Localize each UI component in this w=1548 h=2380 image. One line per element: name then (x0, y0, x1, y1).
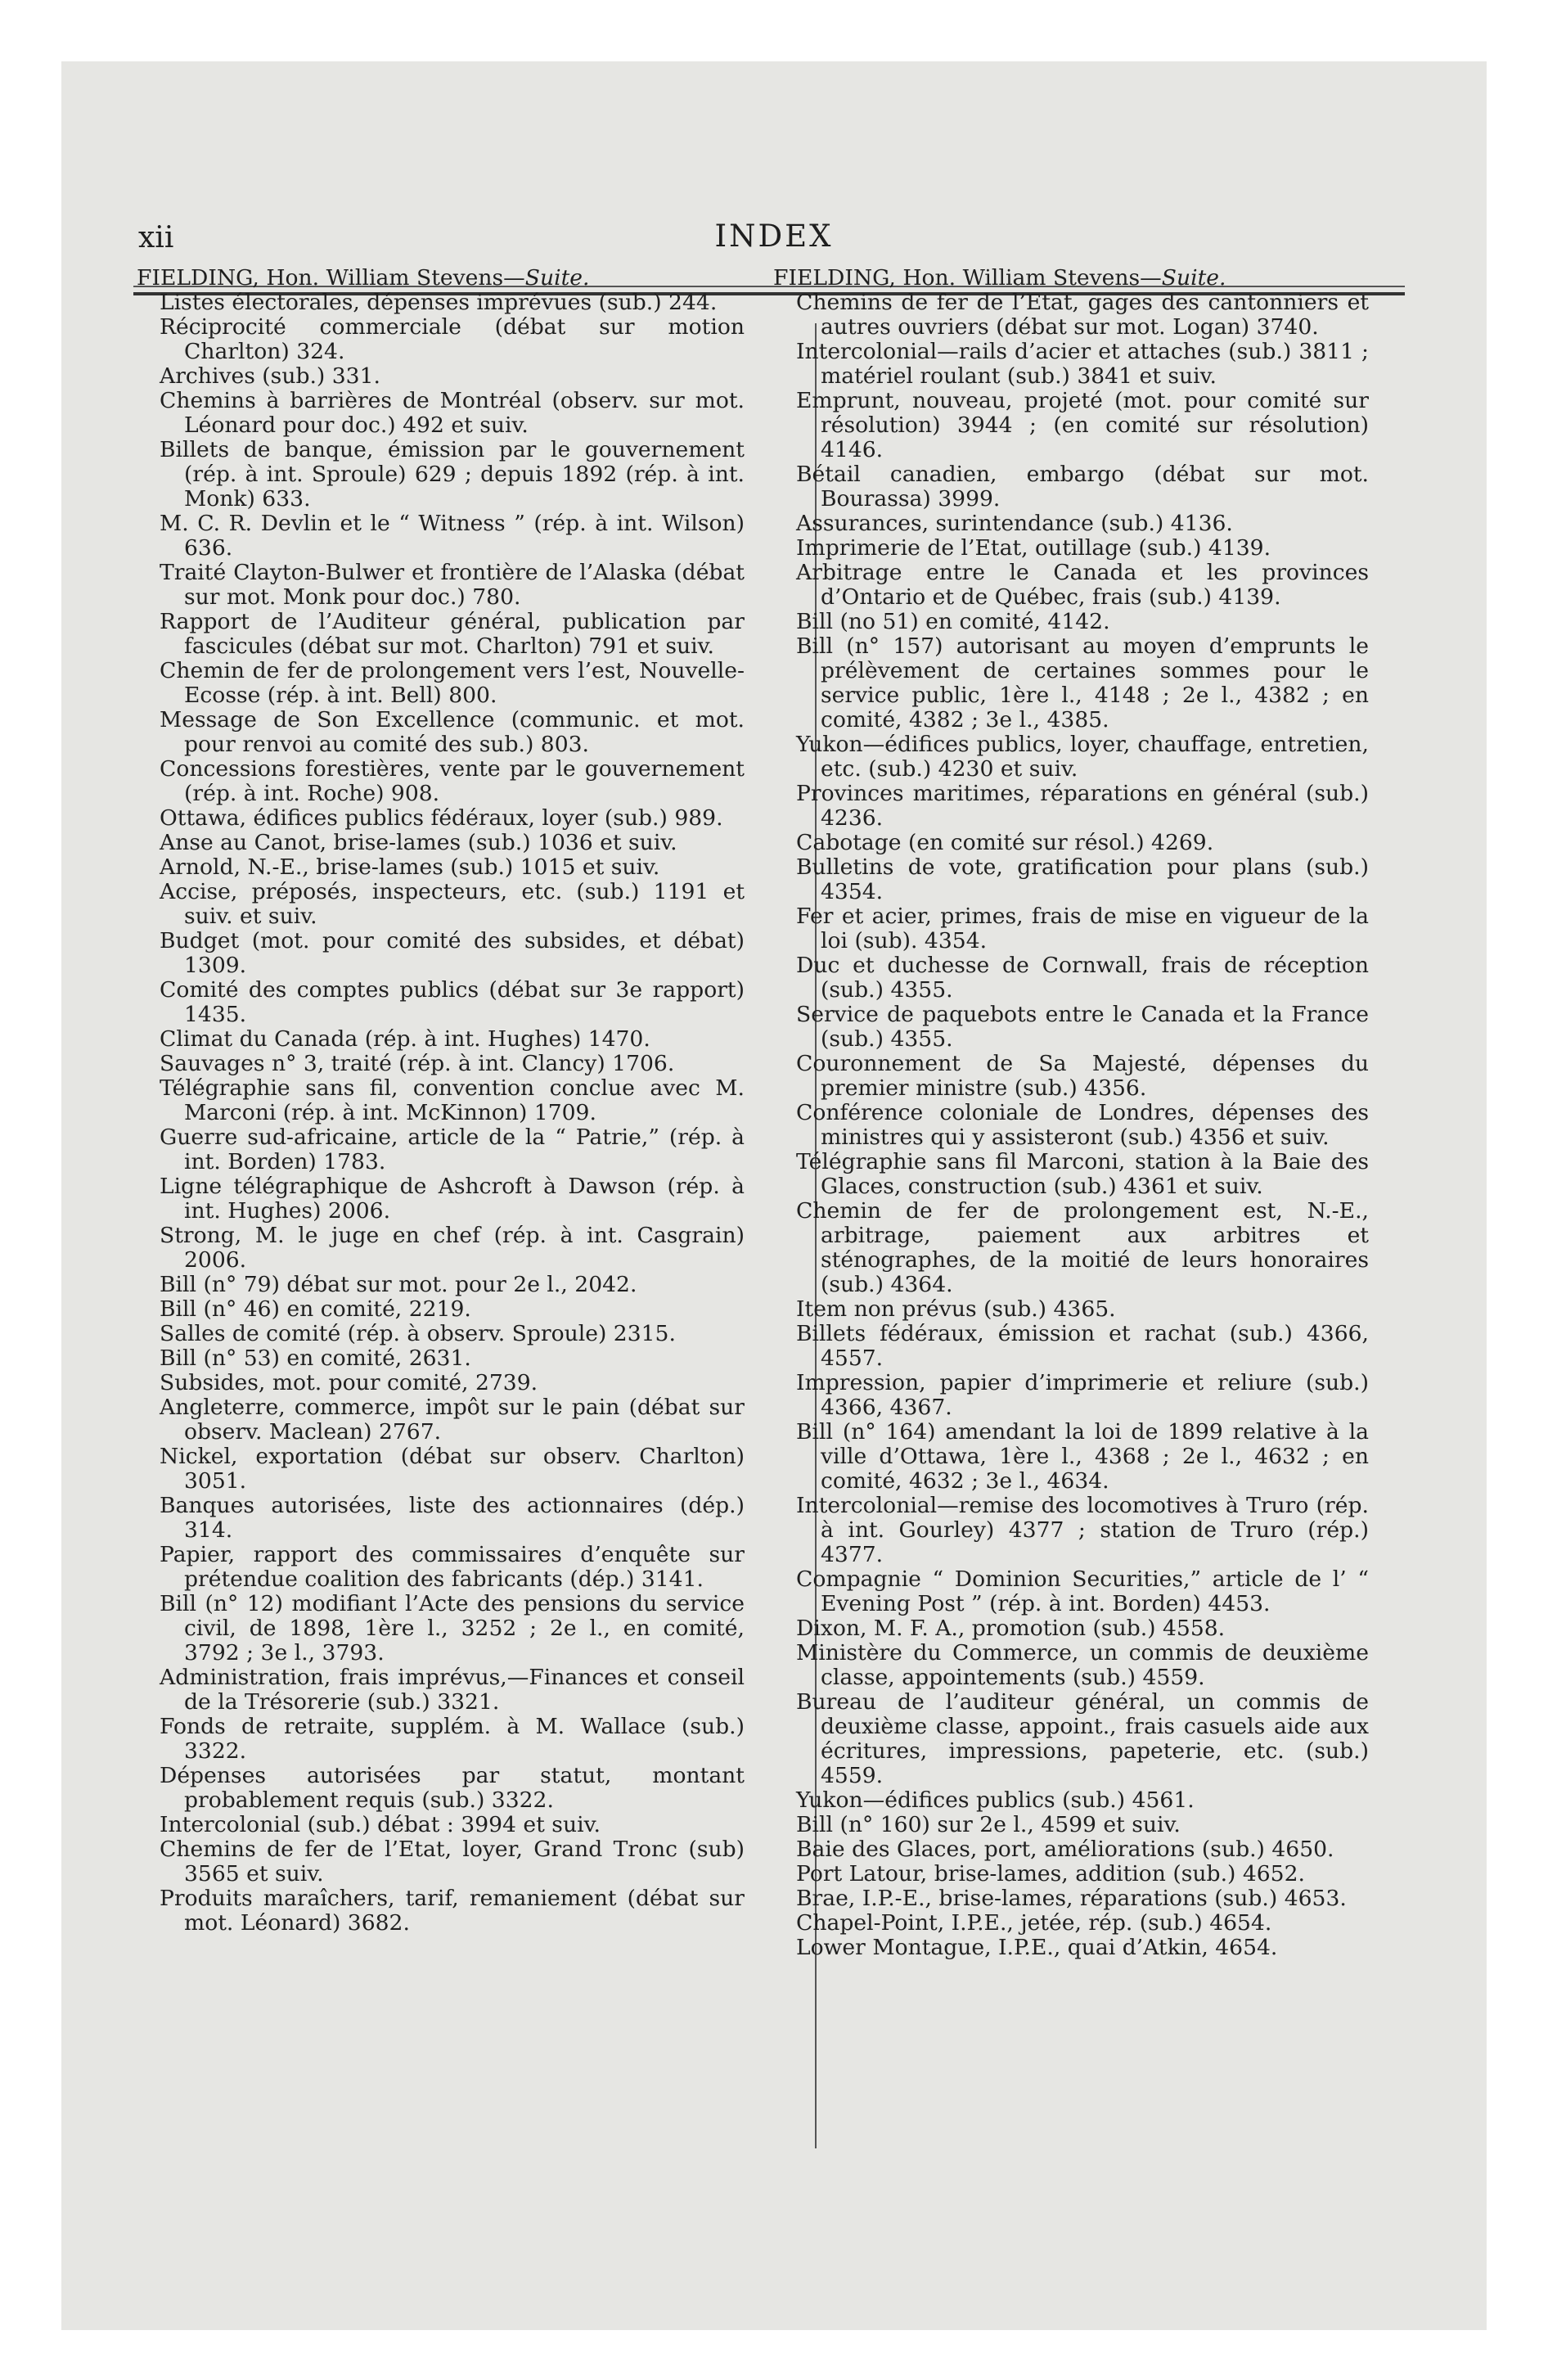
heading-name: FIELDING, Hon. William Stevens— (137, 265, 525, 291)
index-entry: Cabotage (en comité sur résol.) 4269. (796, 830, 1214, 855)
heading-suite: Suite. (1161, 265, 1226, 291)
index-entry: Accise, préposés, inspecteurs, etc. (sub.) 1191 et suiv. et suiv. (160, 879, 745, 929)
index-entry: Impression, papier d’imprimerie et reliure (sub.) 4366, 4367. (796, 1370, 1369, 1420)
index-entry: Comité des comptes publics (débat sur 3e rapport) 1435. (160, 977, 745, 1027)
index-entry: Guerre sud-africaine, article de la “ Patrie,” (rép. à int. Borden) 1783. (160, 1125, 745, 1174)
index-entry: Bureau de l’auditeur général, un commis de deuxième classe, appoint., frais casuels aide aux écritures, impressions, papeterie, etc. (sub.) 4559. (796, 1689, 1369, 1788)
column-heading (772, 266, 1369, 291)
index-entry: Traité Clayton-Bulwer et frontière de l’Alaska (débat sur mot. Monk pour doc.) 780. (160, 560, 745, 610)
index-entry: Provinces maritimes, réparations en général (sub.) 4236. (796, 781, 1369, 831)
page-title: INDEX (714, 219, 834, 254)
index-entry: Bill (n° 160) sur 2e l., 4599 et suiv. (796, 1812, 1181, 1837)
index-entry: Fonds de retraite, supplém. à M. Wallace (sub.) 3322. (160, 1714, 745, 1764)
index-entry: Compagnie “ Dominion Securities,” article de l’ “ Evening Post ” (rép. à int. Borden) 4453. (796, 1566, 1369, 1616)
index-entry: Ottawa, édifices publics fédéraux, loyer (sub.) 989. (160, 805, 723, 831)
index-entry: Anse au Canot, brise-lames (sub.) 1036 et suiv. (160, 830, 677, 855)
index-entry: Subsides, mot. pour comité, 2739. (160, 1370, 538, 1395)
index-entry: Bill (n° 46) en comité, 2219. (160, 1296, 471, 1322)
index-column-right (772, 266, 1369, 1960)
index-entry: Dépenses autorisées par statut, montant probablement requis (sub.) 3322. (160, 1763, 745, 1813)
column-heading (135, 266, 745, 291)
index-entry: Billets fédéraux, émission et rachat (sub.) 4366, 4557. (796, 1321, 1369, 1371)
index-entry: Yukon—édifices publics (sub.) 4561. (796, 1787, 1195, 1813)
index-entry: Baie des Glaces, port, améliorations (sub.) 4650. (796, 1837, 1334, 1862)
index-entry: Arnold, N.-E., brise-lames (sub.) 1015 et suiv. (160, 854, 660, 880)
heading-suite: Suite. (524, 265, 590, 291)
index-entry: Arbitrage entre le Canada et les provinces d’Ontario et de Québec, frais (sub.) 4139. (796, 560, 1369, 610)
index-entry: Fer et acier, primes, frais de mise en vigueur de la loi (sub). 4354. (796, 904, 1369, 953)
index-entry: Télégraphie sans fil, convention conclue avec M. Marconi (rép. à int. McKinnon) 1709. (160, 1075, 745, 1125)
index-entry: Ligne télégraphique de Ashcroft à Dawson (rép. à int. Hughes) 2006. (160, 1174, 745, 1224)
index-entry: Bill (n° 53) en comité, 2631. (160, 1346, 471, 1371)
index-entry: Archives (sub.) 331. (160, 363, 380, 389)
index-entry: Emprunt, nouveau, projeté (mot. pour comité sur résolution) 3944 ; (en comité sur résolution) 4146. (796, 388, 1369, 462)
index-column-left (135, 266, 745, 1936)
index-entry: Rapport de l’Auditeur général, publication par fascicules (débat sur mot. Charlton) 791 et suiv. (160, 609, 745, 659)
index-entry: Administration, frais imprévus,—Finances et conseil de la Trésorerie (sub.) 3321. (160, 1665, 745, 1715)
index-entry: Climat du Canada (rép. à int. Hughes) 1470. (160, 1026, 650, 1052)
index-entry: Bill (n° 12) modifiant l’Acte des pensions du service civil, de 1898, 1ère l., 3252 ; 2e l., en comité, 3792 ; 3e l., 3793. (160, 1591, 745, 1666)
index-entry: Bill (n° 164) amendant la loi de 1899 relative à la ville d’Ottawa, 1ère l., 4368 ; 2e l., 4632 ; en comité, 4632 ; 3e l., 4634. (796, 1419, 1369, 1494)
index-entry: Chemins à barrières de Montréal (observ. sur mot. Léonard pour doc.) 492 et suiv. (160, 388, 745, 438)
index-entry: Intercolonial—remise des locomotives à Truro (rép. à int. Gourley) 4377 ; station de Truro (rép.) 4377. (796, 1493, 1369, 1567)
index-entry: Dixon, M. F. A., promotion (sub.) 4558. (796, 1616, 1226, 1641)
index-entry: Item non prévus (sub.) 4365. (796, 1296, 1116, 1322)
index-entry: Chemin de fer de prolongement est, N.-E., arbitrage, paiement aux arbitres et sténographes, de la moitié de leurs honoraires (sub.) 4364. (796, 1198, 1369, 1297)
index-entry: Duc et duchesse de Cornwall, frais de réception (sub.) 4355. (796, 953, 1369, 1003)
index-entry: Couronnement de Sa Majesté, dépenses du premier ministre (sub.) 4356. (796, 1051, 1369, 1101)
index-entry: Bulletins de vote, gratification pour plans (sub.) 4354. (796, 854, 1369, 904)
index-entry: Télégraphie sans fil Marconi, station à la Baie des Glaces, construction (sub.) 4361 et suiv. (796, 1149, 1369, 1199)
index-entry: M. C. R. Devlin et le “ Witness ” (rép. à int. Wilson) 636. (160, 511, 745, 561)
index-entry: Assurances, surintendance (sub.) 4136. (796, 511, 1233, 536)
index-entry: Message de Son Excellence (communic. et mot. pour renvoi au comité des sub.) 803. (160, 707, 745, 757)
index-entry: Chemins de fer de l’Etat, gages des cantonniers et autres ouvriers (débat sur mot. Logan) 3740. (796, 290, 1369, 340)
index-entry: Service de paquebots entre le Canada et la France (sub.) 4355. (796, 1002, 1369, 1052)
index-entry: Papier, rapport des commissaires d’enquête sur prétendue coalition des fabricants (dép.) 3141. (160, 1542, 745, 1592)
index-entry: Imprimerie de l’Etat, outillage (sub.) 4139. (796, 535, 1271, 561)
index-entry: Intercolonial—rails d’acier et attaches (sub.) 3811 ; matériel roulant (sub.) 3841 et suiv. (796, 339, 1369, 389)
index-entry: Strong, M. le juge en chef (rép. à int. Casgrain) 2006. (160, 1223, 745, 1273)
index-entry: Réciprocité commerciale (débat sur motion Charlton) 324. (160, 314, 745, 364)
index-entry: Billets de banque, émission par le gouvernement (rép. à int. Sproule) 629 ; depuis 1892 (rép. à int. Monk) 633. (160, 437, 745, 512)
index-entry: Bill (n° 157) autorisant au moyen d’emprunts le prélèvement de certaines sommes pour le service public, 1ère l., 4148 ; 2e l., 4382 ; en comité, 4382 ; 3e l., 4385. (796, 633, 1369, 732)
index-entry: Conférence coloniale de Londres, dépenses des ministres qui y assisteront (sub.) 4356 et suiv. (796, 1100, 1369, 1150)
index-entry: Budget (mot. pour comité des subsides, et débat) 1309. (160, 928, 745, 978)
index-entry: Ministère du Commerce, un commis de deuxième classe, appointements (sub.) 4559. (796, 1640, 1369, 1690)
index-entry: Concessions forestières, vente par le gouvernement (rép. à int. Roche) 908. (160, 756, 745, 806)
index-entry: Bétail canadien, embargo (débat sur mot. Bourassa) 3999. (796, 462, 1369, 512)
index-entry: Sauvages n° 3, traité (rép. à int. Clancy) 1706. (160, 1051, 675, 1076)
index-entry: Angleterre, commerce, impôt sur le pain (débat sur observ. Maclean) 2767. (160, 1395, 745, 1445)
index-entry: Chemin de fer de prolongement vers l’est, Nouvelle-Ecosse (rép. à int. Bell) 800. (160, 658, 745, 708)
index-entry: Nickel, exportation (débat sur observ. Charlton) 3051. (160, 1444, 745, 1494)
index-entry: Yukon—édifices publics, loyer, chauffage, entretien, etc. (sub.) 4230 et suiv. (796, 732, 1369, 782)
index-entry: Listes électorales, dépenses imprévues (sub.) 244. (160, 290, 718, 315)
index-entry: Bill (no 51) en comité, 4142. (796, 609, 1110, 634)
index-entry: Intercolonial (sub.) débat : 3994 et suiv. (160, 1812, 601, 1837)
index-entry: Salles de comité (rép. à observ. Sproule) 2315. (160, 1321, 676, 1346)
index-entry: Banques autorisées, liste des actionnaires (dép.) 314. (160, 1493, 745, 1543)
page-number: xii (138, 221, 174, 255)
index-entry: Brae, I.P.-E., brise-lames, réparations (sub.) 4653. (796, 1886, 1347, 1911)
index-entry: Lower Montague, I.P.E., quai d’Atkin, 4654. (796, 1935, 1278, 1960)
index-entry: Bill (n° 79) débat sur mot. pour 2e l., 2042. (160, 1272, 637, 1297)
entry-list (772, 291, 1369, 1960)
index-entry: Chemins de fer de l’Etat, loyer, Grand Tronc (sub) 3565 et suiv. (160, 1837, 745, 1886)
index-entry: Produits maraîchers, tarif, remaniement (débat sur mot. Léonard) 3682. (160, 1886, 745, 1936)
index-entry: Chapel-Point, I.P.E., jetée, rép. (sub.) 4654. (796, 1910, 1272, 1936)
index-entry: Port Latour, brise-lames, addition (sub.) 4652. (796, 1861, 1305, 1886)
entry-list (135, 291, 745, 1936)
heading-name: FIELDING, Hon. William Stevens— (773, 265, 1162, 291)
